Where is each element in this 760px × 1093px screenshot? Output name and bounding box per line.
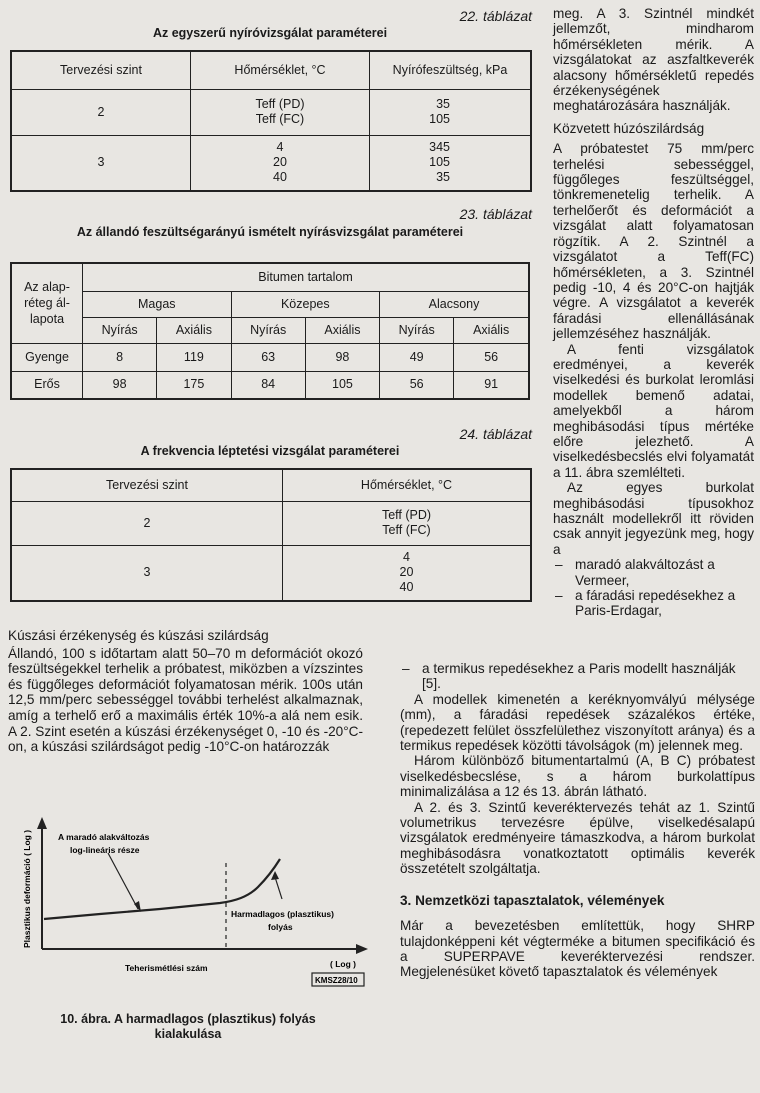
paragraph: A 2. és 3. Szintű keveréktervezés tehát az 1. Szintű volumetrikus tervezésre épülve, viselkedésalapú vizsgálatok eredményeire támaszkodva, a három burkolat meghibásodásra vonatkoztatott optimális keverék összetételt szolgáltatja.	[400, 799, 755, 877]
x-axis-label: Teherismétlési szám	[125, 963, 208, 973]
paragraph: A modellek kimenetén a keréknyomvályú mélysége (mm), a fáradási repedések százalékos értéke, (repedezett felület összfelülethez viszonyított aránya) és a termikus repedések közötti távolságok (m) jelennek meg.	[400, 691, 755, 754]
pointer-line-1	[108, 853, 138, 909]
table-cell: 35 105	[370, 89, 532, 135]
paragraph: meg. A 3. Szintnél mindkét jellemzőt, mindharom hőmérsékleten mérik. A vizsgálatokat az aszfaltkeverék alacsony hőmérsékletű repedés érzékenységének meghatározására használják.	[553, 6, 754, 114]
annotation-2-line2: folyás	[268, 922, 293, 932]
annotation-1-line1: A maradó alakváltozás	[58, 832, 150, 842]
table-cell: Gyenge	[11, 343, 83, 371]
table-row	[11, 89, 531, 135]
paragraph: A fenti vizsgálatok eredményei, a keverék viselkedési és burkolat leromlási modellek bemenő adatai, amelyekből a három meghibásodási típus mértéke előre jelezhető. A viselkedésbecslés elvi folyamatát a 11. ábra szemlélteti.	[553, 341, 754, 480]
paragraph: Állandó, 100 s időtartam alatt 50–70 m deformációt okozó feszültségekkel terhelik a próbatest, miközben a vízszintes és függőleges deformációt folyamatosan mérik. 100s után 12,5 mm/perc sebességgel további terhelést alkalmaznak, amíg a terhelő erő a maximális érték 10%-a alá nem esik. A 2. Szint esetén a kúszási érzékenységet 0, -10 és -20°C-on, a kúszási szilárdságot pedig -10°C-on határozzák	[8, 645, 363, 755]
table-cell: Teff (PD) Teff (FC)	[191, 89, 370, 135]
section-heading: Kúszási érzékenység és kúszási szilárdság	[8, 628, 269, 643]
table-header: Az alap-réteg ál-lapota	[11, 263, 83, 343]
table-header: Közepes	[231, 291, 380, 317]
x-axis-arrow	[356, 944, 368, 954]
table-header: Tervezési szint	[11, 469, 283, 501]
table-cell: 3	[11, 135, 191, 191]
table-22-caption: 22. táblázat	[459, 8, 532, 24]
table-cell: 2	[11, 501, 283, 545]
section-heading: 3. Nemzetközi tapasztalatok, vélemények	[400, 892, 665, 908]
annotation-1-line2: log-lineáris része	[70, 845, 140, 855]
table-cell: 56	[380, 371, 454, 399]
x-axis-log-label: ( Log )	[330, 959, 356, 969]
table-row	[11, 545, 531, 601]
table-cell: Teff (PD) Teff (FC)	[283, 501, 532, 545]
list-item: – a fáradási repedésekhez a Paris-Erdagar,	[553, 588, 754, 619]
table-22	[10, 50, 532, 192]
table-cell: 49	[380, 343, 454, 371]
table-row	[11, 371, 529, 399]
table-cell: 105	[305, 371, 379, 399]
table-cell: 91	[454, 371, 529, 399]
table-24-title: A frekvencia léptetési vizsgálat paraméterei	[140, 444, 400, 458]
table-24-caption: 24. táblázat	[459, 426, 532, 442]
table-header: Alacsony	[380, 291, 529, 317]
model-list	[553, 557, 754, 619]
table-header: Bitumen tartalom	[83, 263, 530, 291]
table-cell: Erős	[11, 371, 83, 399]
table-header: Hőmérséklet, °C	[283, 469, 532, 501]
table-header: Tervezési szint	[11, 51, 191, 89]
table-header: Magas	[83, 291, 232, 317]
table-cell: 8	[83, 343, 157, 371]
table-cell: 175	[157, 371, 231, 399]
figure-caption: 10. ábra. A harmadlagos (plasztikus) folyás kialakulása	[60, 1012, 316, 1041]
table-header: Axiális	[305, 317, 379, 343]
table-cell: 4 20 40	[283, 545, 532, 601]
subheading: Közvetett húzószilárdság	[553, 120, 705, 136]
table-row	[11, 501, 531, 545]
table-header: Axiális	[157, 317, 231, 343]
table-cell: 63	[231, 343, 305, 371]
table-row	[11, 135, 531, 191]
bottom-block	[400, 661, 755, 980]
table-cell: 3	[11, 545, 283, 601]
list-item: – a termikus repedésekhez a Paris modellt használják [5].	[400, 661, 755, 692]
paragraph: Az egyes burkolat meghibásodási típusokhoz használt modellekről itt röviden csak annyit jegyezünk meg, hogy a	[553, 480, 754, 557]
table-23-title: Az állandó feszültségarányú ismételt nyírásvizsgálat paraméterei	[76, 225, 464, 239]
table-cell: 2	[11, 89, 191, 135]
table-23-caption: 23. táblázat	[459, 206, 532, 222]
figure-code: KMSZ28/10	[315, 976, 358, 985]
table-cell: 84	[231, 371, 305, 399]
model-list-continued	[400, 661, 755, 692]
table-cell: 4 20 40	[191, 135, 370, 191]
figure-10	[20, 815, 370, 995]
list-item: – maradó alakváltozást a Vermeer,	[553, 557, 754, 588]
annotation-2-line1: Harmadlagos (plasztikus)	[231, 909, 334, 919]
table-header: Nyírás	[380, 317, 454, 343]
table-cell: 119	[157, 343, 231, 371]
table-22-title: Az egyszerű nyíróvizsgálat paraméterei	[152, 26, 388, 40]
table-cell: 98	[305, 343, 379, 371]
paragraph: Már a bevezetésben említettük, hogy SHRP tulajdonképpeni két végterméke a bitumen specifikáció és a SUPERPAVE keveréktervezési rendszer. Megjelenésüket követő tapasztalatok és vélemények	[400, 918, 755, 980]
table-header: Hőmérséklet, °C	[191, 51, 370, 89]
table-cell: 56	[454, 343, 529, 371]
table-header: Nyírás	[83, 317, 157, 343]
paragraph: A próbatestet 75 mm/perc terhelési sebességgel, függőleges feszültséggel, tönkremenetelig terhelik. A terhelőerőt és deformációt a vizsgálat alatt folyamatosan rögzítik. A 2. Szintnél a vizsgálatot a Teff(FC) hőmérsékleten, a 3. Szintnél pedig -10, 4 és 20°C-on hajtják végre. A vizsgálatot a keverék fáradási ellenállásának jellemzéséhez használják.	[553, 141, 754, 342]
table-row	[11, 343, 529, 371]
table-cell: 345 105 35	[370, 135, 532, 191]
right-column	[553, 6, 754, 619]
table-cell: 98	[83, 371, 157, 399]
y-axis-label: Plasztikus deformáció ( Log )	[22, 829, 32, 949]
table-23	[10, 262, 530, 400]
table-24	[10, 468, 532, 602]
paragraph: Három különböző bitumentartalmú (A, B C) próbatest viselkedésbecslése, s a három burkolattípus minimalizálása a 12 és 13. ábrán látható.	[400, 753, 755, 800]
table-header: Nyírás	[231, 317, 305, 343]
table-header: Axiális	[454, 317, 529, 343]
pointer-line-2	[275, 877, 282, 899]
pointer-arrow-2	[271, 871, 279, 880]
y-axis-arrow	[37, 817, 47, 829]
table-header: Nyírófeszültség, kPa	[370, 51, 532, 89]
left-section	[8, 628, 363, 755]
